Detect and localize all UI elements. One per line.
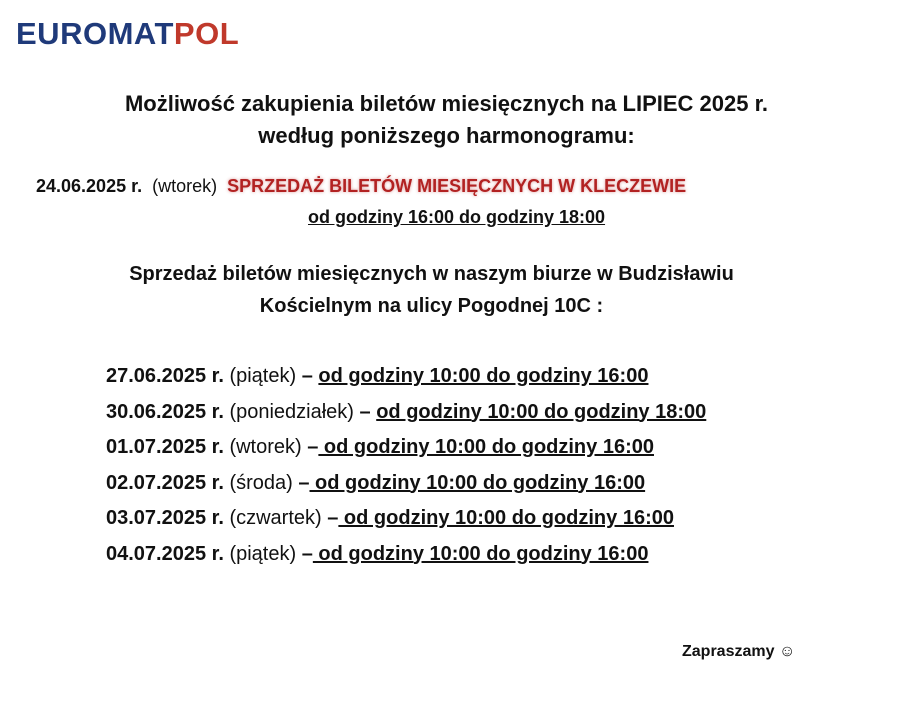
schedule-row xyxy=(106,469,706,505)
schedule-dash: – xyxy=(327,507,339,529)
schedule-dash: – xyxy=(301,542,313,565)
logo-text-euromat: EUROMAT xyxy=(16,16,174,51)
schedule-hours: od godziny 10:00 do godziny 16:00 xyxy=(309,471,646,494)
schedule-row xyxy=(106,540,706,576)
heading-line-2: według poniższego harmonogramu: xyxy=(258,123,635,148)
schedule-day: (środa) xyxy=(229,471,293,494)
schedule-hours: od godziny 10:00 do godziny 16:00 xyxy=(318,436,654,458)
schedule-date: 01.07.2025 r. xyxy=(106,436,224,458)
schedule-dash: – xyxy=(307,436,319,458)
schedule-dash: – xyxy=(301,365,319,387)
schedule-date: 02.07.2025 r. xyxy=(106,471,224,494)
schedule-dash: – xyxy=(359,400,377,423)
schedule-dash: – xyxy=(298,471,310,494)
kleczew-sale-row xyxy=(36,176,686,197)
kleczew-date: 24.06.2025 r. xyxy=(36,176,143,196)
schedule-hours: od godziny 10:00 do godziny 16:00 xyxy=(338,507,674,529)
schedule-day: (wtorek) xyxy=(229,436,302,458)
office-line-1: Sprzedaż biletów miesięcznych w naszym biurze w Budzisławiu xyxy=(129,263,734,285)
schedule-date: 04.07.2025 r. xyxy=(106,542,224,565)
closing-invitation: Zapraszamy ☺ xyxy=(682,643,796,660)
schedule-row xyxy=(106,504,706,540)
schedule-day: (czwartek) xyxy=(229,507,322,529)
schedule-day: (piątek) xyxy=(229,365,297,387)
logo-text-pol: POL xyxy=(173,16,240,51)
announcement-heading xyxy=(0,88,893,152)
office-sale-info xyxy=(0,258,863,322)
kleczew-promo: SPRZEDAŻ BILETÓW MIESIĘCZNYCH W KLECZEWIE xyxy=(227,176,687,196)
schedule-list xyxy=(106,362,706,575)
heading-line-1: Możliwość zakupienia biletów miesięcznych na LIPIEC 2025 r. xyxy=(124,91,769,116)
schedule-row xyxy=(106,433,706,469)
office-line-2: Kościelnym na ulicy Pogodnej 10C : xyxy=(259,295,604,317)
schedule-hours: od godziny 10:00 do godziny 18:00 xyxy=(376,400,707,423)
schedule-row xyxy=(106,398,706,434)
kleczew-day: (wtorek) xyxy=(152,176,218,196)
schedule-row xyxy=(106,362,706,398)
schedule-hours: od godziny 10:00 do godziny 16:00 xyxy=(318,365,649,387)
kleczew-hours: od godziny 16:00 do godziny 18:00 xyxy=(308,207,606,227)
schedule-date: 30.06.2025 r. xyxy=(106,400,224,423)
schedule-day: (poniedziałek) xyxy=(229,400,354,423)
schedule-date: 03.07.2025 r. xyxy=(106,507,224,529)
company-logo xyxy=(16,16,239,52)
schedule-hours: od godziny 10:00 do godziny 16:00 xyxy=(312,542,649,565)
schedule-day: (piątek) xyxy=(229,542,297,565)
schedule-date: 27.06.2025 r. xyxy=(106,365,224,387)
